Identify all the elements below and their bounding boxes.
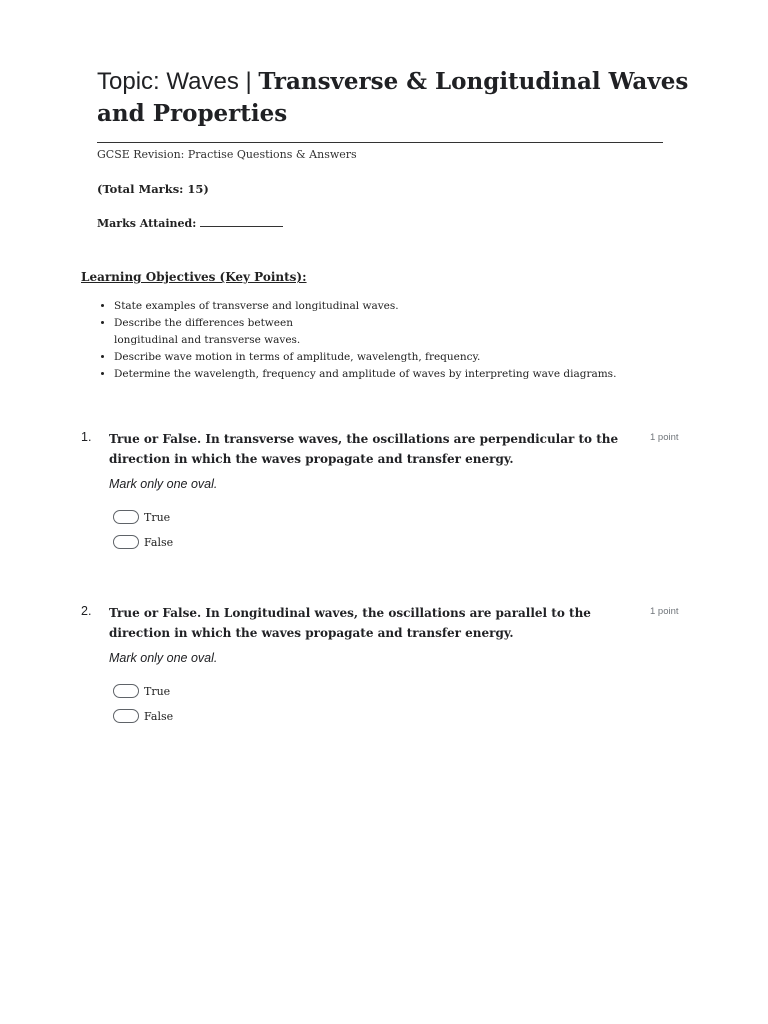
oval-radio[interactable] — [113, 535, 139, 549]
question-text: True or False. In Longitudinal waves, the oscillations are parallel to the direction in which the waves propagate and transfer energy. — [109, 606, 591, 640]
question-instruction: Mark only one oval. — [109, 651, 218, 665]
marks-attained-blank — [200, 216, 283, 227]
subtitle: GCSE Revision: Practise Questions & Answers — [97, 148, 357, 161]
marks-attained-label: Marks Attained: — [97, 217, 197, 230]
marks-attained — [97, 216, 283, 230]
page-title — [97, 66, 697, 130]
question-text: True or False. In transverse waves, the oscillations are perpendicular to the direction in which the waves propagate and transfer energy. — [109, 432, 619, 466]
option-true[interactable] — [113, 684, 170, 698]
title-divider — [97, 142, 663, 143]
question-points: 1 point — [650, 606, 679, 617]
title-topic-bold: Transverse & Longitudinal Waves and Properties — [97, 68, 689, 127]
objective-item — [114, 315, 714, 349]
question-number: 1. — [81, 430, 92, 444]
objective-item-line: Describe the differences between — [114, 317, 293, 329]
option-label: False — [144, 535, 174, 549]
question-instruction: Mark only one oval. — [109, 477, 218, 491]
learning-objectives-list — [82, 298, 714, 383]
option-true[interactable] — [113, 510, 170, 524]
option-label: True — [144, 510, 171, 524]
objective-item: • State examples of transverse and longitudinal waves. — [114, 298, 714, 315]
option-false[interactable] — [113, 535, 173, 549]
option-false[interactable] — [113, 709, 173, 723]
objective-item-line: longitudinal and transverse waves. — [114, 334, 301, 346]
question-number: 2. — [81, 604, 92, 618]
oval-radio[interactable] — [113, 510, 139, 524]
title-topic-prefix: Topic: Waves | — [97, 68, 259, 95]
option-label: False — [144, 709, 174, 723]
objective-item: • Determine the wavelength, frequency and amplitude of waves by interpreting wave diagrams. — [114, 366, 714, 383]
oval-radio[interactable] — [113, 684, 139, 698]
oval-radio[interactable] — [113, 709, 139, 723]
learning-objectives-heading: Learning Objectives (Key Points): — [81, 270, 307, 284]
option-label: True — [144, 684, 171, 698]
total-marks: (Total Marks: 15) — [97, 182, 209, 196]
question-points: 1 point — [650, 432, 679, 443]
objective-item: • Describe wave motion in terms of amplitude, wavelength, frequency. — [114, 349, 714, 366]
